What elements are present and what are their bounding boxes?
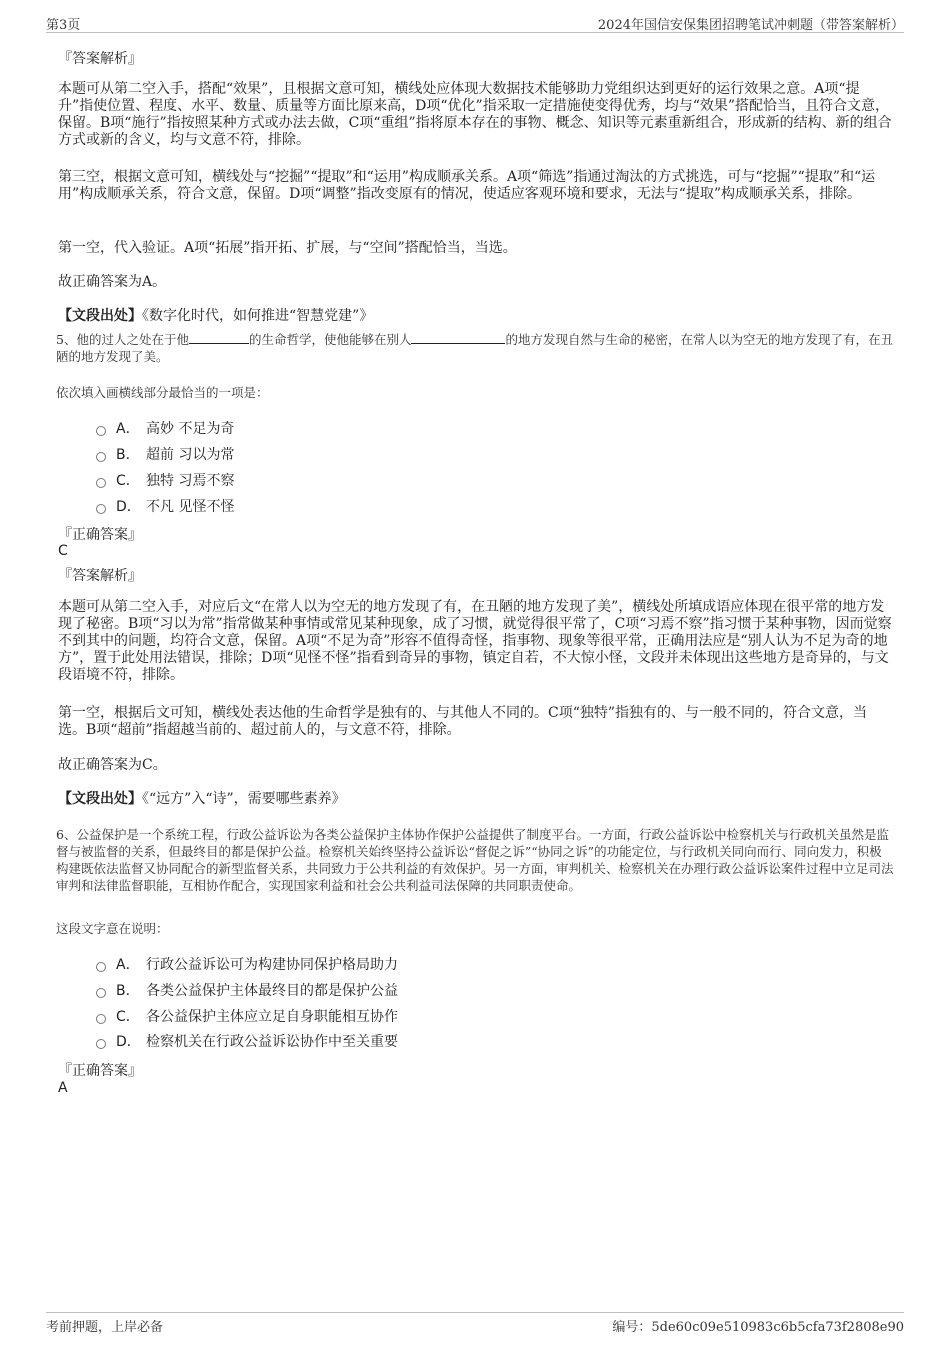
option-text: 各公益保护主体应立足自身职能相互协作 — [146, 1009, 398, 1025]
q5-option-d[interactable] — [96, 496, 234, 516]
page-number: 第3页 — [46, 18, 81, 33]
q6-answer-label: 『正确答案』 — [58, 1063, 142, 1079]
q6-option-a[interactable] — [96, 954, 398, 974]
q5-option-a[interactable] — [96, 418, 234, 438]
radio-icon[interactable] — [96, 988, 106, 998]
q5-answer: C — [58, 543, 68, 559]
q5-source-title: 《“远方”入“诗”，需要哪些素养》 — [142, 791, 346, 807]
q5-analysis-conclusion: 故正确答案为C。 — [58, 757, 167, 773]
option-text: 不凡 见怪不怪 — [146, 499, 235, 515]
q5-source — [58, 791, 892, 808]
q5-stem-part-1: 5、他的过人之处在于他 — [56, 332, 189, 347]
q6-option-d[interactable] — [96, 1031, 398, 1051]
q4-analysis-paragraph-3: 第一空，代入验证。A项“拓展”指开拓、扩展，与“空间”搭配恰当，当选。 — [58, 240, 517, 256]
q6-answer: A — [58, 1080, 68, 1096]
option-text: 检察机关在行政公益诉讼协作中至关重要 — [146, 1034, 398, 1050]
q4-source-title: 《数字化时代，如何推进“智慧党建”》 — [142, 308, 374, 324]
q5-blank-1 — [189, 331, 249, 344]
q5-option-c[interactable] — [96, 470, 234, 490]
q5-stem — [56, 331, 894, 365]
q5-analysis-paragraph-1: 本题可从第二空入手，对应后文“在常人以为空无的地方发现了有，在丑陋的地方发现了美”，横线处所填成语应体现在很平常的地方发现了秘密。B项“习以为常”指常做某种事情或常见某种现象，成了习惯，就觉得很平常了，C项“习焉不察”指习惯于某种事物，因而觉察不到其中的问题，均符合文意，保留。A项“不足为奇”形容不值得奇怪，指事物、现象等很平常，正确用法应是“别人认为不足为奇的地方”，置于此处用法错误，排除；D项“见怪不怪”指看到奇异的事物，镇定自若，不大惊小怪，文段并未体现出这些地方是奇异的，与文段语境不符，排除。 — [58, 599, 892, 683]
q5-source-label: 【文段出处】 — [58, 791, 142, 807]
q5-stem-part-2: 的生命哲学，使他能够在别人 — [248, 332, 412, 347]
q5-option-b[interactable] — [96, 444, 234, 464]
option-key: A． — [116, 957, 140, 973]
radio-icon[interactable] — [96, 452, 106, 462]
q5-blank-2 — [411, 331, 505, 344]
document-code: 编号：5de60c09e510983c6b5cfa73f2808e90 — [612, 1320, 904, 1335]
option-text: 各类公益保护主体最终目的都是保护公益 — [146, 983, 398, 999]
option-text: 独特 习焉不察 — [146, 473, 235, 489]
radio-icon[interactable] — [96, 478, 106, 488]
q6-option-b[interactable] — [96, 980, 398, 1000]
q6-prompt: 这段文字意在说明： — [56, 921, 169, 936]
q6-stem: 6、公益保护是一个系统工程，行政公益诉讼为各类公益保护主体协作保护公益提供了制度平台。一方面，行政公益诉讼中检察机关与行政机关虽然是监督与被监督的关系，但最终目的都是保护公益。检察机关始终坚持公益诉讼“督促之诉”“协同之诉”的功能定位，与行政机关同向而行、同向发力，积极构建既依法监督又协同配合的新型监督关系，共同致力于公共利益的有效保护。另一方面，审判机关、检察机关在办理行政公益诉讼案件过程中立足司法审判和法律监督职能，互相协作配合，实现国家利益和社会公共利益司法保障的共同职责使命。 — [56, 827, 894, 893]
option-key: B． — [116, 983, 140, 999]
option-key: A． — [116, 421, 140, 437]
option-key: C． — [116, 473, 140, 489]
q5-stem-part-3: 的地方发现自然与生命的秘密，在常人以为空无的地方发现了有，在丑陋的地方发现了美。 — [56, 332, 893, 364]
option-key: D． — [116, 499, 141, 515]
footer-motto: 考前押题，上岸必备 — [46, 1320, 164, 1335]
page-header — [46, 12, 904, 33]
page-footer — [46, 1312, 904, 1337]
q4-analysis-paragraph-2: 第三空，根据文意可知，横线处与“挖掘”“提取”和“运用”构成顺承关系。A项“筛选”指通过淘汰的方式挑选，可与“挖掘”“提取”和“运用”构成顺承关系，符合文意，保留。D项“调整”指改变原有的情况，使适应客观环境和要求，无法与“提取”构成顺承关系，排除。 — [58, 169, 876, 202]
q4-source-label: 【文段出处】 — [58, 308, 142, 324]
option-key: D． — [116, 1034, 141, 1050]
radio-icon[interactable] — [96, 962, 106, 972]
q4-analysis-conclusion: 故正确答案为A。 — [58, 274, 167, 290]
q5-answer-label: 『正确答案』 — [58, 527, 142, 543]
q4-analysis-label: 『答案解析』 — [58, 51, 142, 67]
radio-icon[interactable] — [96, 504, 106, 514]
radio-icon[interactable] — [96, 1014, 106, 1024]
document-title: 2024年国信安保集团招聘笔试冲刺题（带答案解析） — [597, 18, 904, 33]
q6-option-c[interactable] — [96, 1006, 398, 1026]
q5-analysis-paragraph-2: 第一空，根据后文可知，横线处表达他的生命哲学是独有的、与其他人不同的。C项“独特”指独有的、与一般不同的，符合文意，当选。B项“超前”指超越当前的、超过前人的，与文意不符，排除。 — [58, 705, 868, 738]
radio-icon[interactable] — [96, 1039, 106, 1049]
q4-analysis-paragraph-1: 本题可从第二空入手，搭配“效果”，且根据文意可知，横线处应体现大数据技术能够助力党组织达到更好的运行效果之意。A项“提升”指使位置、程度、水平、数量、质量等方面比原来高，D项“优化”指采取一定措施使变得优秀，均与“效果”搭配恰当，且符合文意，保留。B项“施行”指按照某种方式或办法去做，C项“重组”指将原本存在的事物、概念、知识等元素重新组合，形成新的结构、新的组合方式或新的含义，均与文意不符，排除。 — [58, 81, 892, 148]
option-key: B． — [116, 447, 140, 463]
option-text: 超前 习以为常 — [146, 447, 235, 463]
option-text: 高妙 不足为奇 — [146, 421, 235, 437]
radio-icon[interactable] — [96, 426, 106, 436]
q5-analysis-label: 『答案解析』 — [58, 568, 142, 584]
q5-prompt: 依次填入画横线部分最恰当的一项是： — [56, 385, 269, 400]
option-text: 行政公益诉讼可为构建协同保护格局助力 — [146, 957, 398, 973]
q4-source — [58, 308, 892, 325]
option-key: C． — [116, 1009, 140, 1025]
